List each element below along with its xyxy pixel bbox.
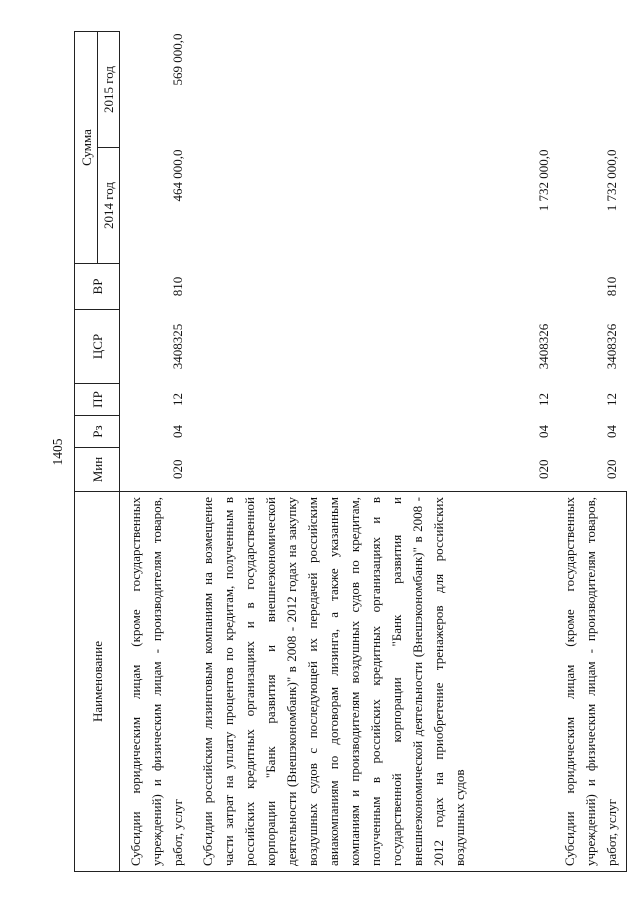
row-pr: 12: [536, 393, 551, 406]
header-csr: ЦСР: [75, 310, 120, 384]
header-year-2014: 2014 год: [98, 148, 120, 264]
header-min: Мин: [75, 448, 120, 492]
row-name: Субсидии юридическим лицам (кроме государственных учреждений) и физическим лицам - производителям товаров, работ, услуг: [554, 492, 627, 872]
table-row: [120, 32, 193, 872]
row-amount-2014: 1 732 000,0: [604, 149, 619, 212]
row-rz: 04: [536, 425, 551, 438]
row-min: 020: [536, 459, 551, 479]
header-sum: Сумма: [75, 32, 98, 264]
row-min: 020: [170, 459, 185, 479]
header-name: Наименование: [75, 492, 120, 872]
row-csr: 3408326: [536, 323, 551, 370]
table-row: [192, 32, 554, 872]
row-vr: [192, 268, 533, 306]
budget-table: [74, 31, 627, 872]
page-number: 1405: [50, 438, 65, 466]
row-amount-2015: [192, 34, 533, 144]
row-name: Субсидии российским лизинговым компаниям на возмещение части затрат на уплату процентов по кредитам, полученным в российских кредитных организациях и в государственной корпорации "Банк развития и внешнеэкономической деятельности (Внешэкономбанк)" в 2008 - 2012 годах на закупку воздушных судов с последующей их передачей российским авиакомпаниям по договорам лизинга, а также указанным компаниям и производителям воздушных судов по кредитам, полученным в российских кредитных организациях и в государственной корпорации "Банк развития и внешнеэкономической деятельности (Внешэкономбанк)" в 2008 - 2012 годах на приобретение тренажеров для российских воздушных судов: [192, 492, 554, 872]
row-name: Субсидии юридическим лицам (кроме государственных учреждений) и физическим лицам - производителям товаров, работ, услуг: [120, 492, 193, 872]
rotated-document-page: [40, 12, 619, 892]
row-amount-2015: 569 000,0: [170, 33, 185, 86]
row-amount-2014: 464 000,0: [170, 149, 185, 202]
row-amount-2015: [554, 34, 601, 144]
row-rz: 04: [170, 425, 185, 438]
header-rz: Рз: [75, 416, 120, 448]
header-year-2015: 2015 год: [98, 32, 120, 148]
row-min: 020: [604, 459, 619, 479]
row-csr: 3408326: [604, 323, 619, 370]
table-header: [75, 32, 120, 872]
table-row: [554, 32, 627, 872]
row-pr: 12: [604, 393, 619, 406]
header-pr: ПР: [75, 384, 120, 416]
row-vr: 810: [604, 276, 619, 297]
row-rz: 04: [604, 425, 619, 438]
header-vr: ВР: [75, 264, 120, 310]
row-pr: 12: [170, 393, 185, 406]
row-vr: 810: [170, 276, 185, 297]
row-amount-2014: 1 732 000,0: [536, 149, 551, 212]
row-csr: 3408325: [170, 323, 185, 370]
